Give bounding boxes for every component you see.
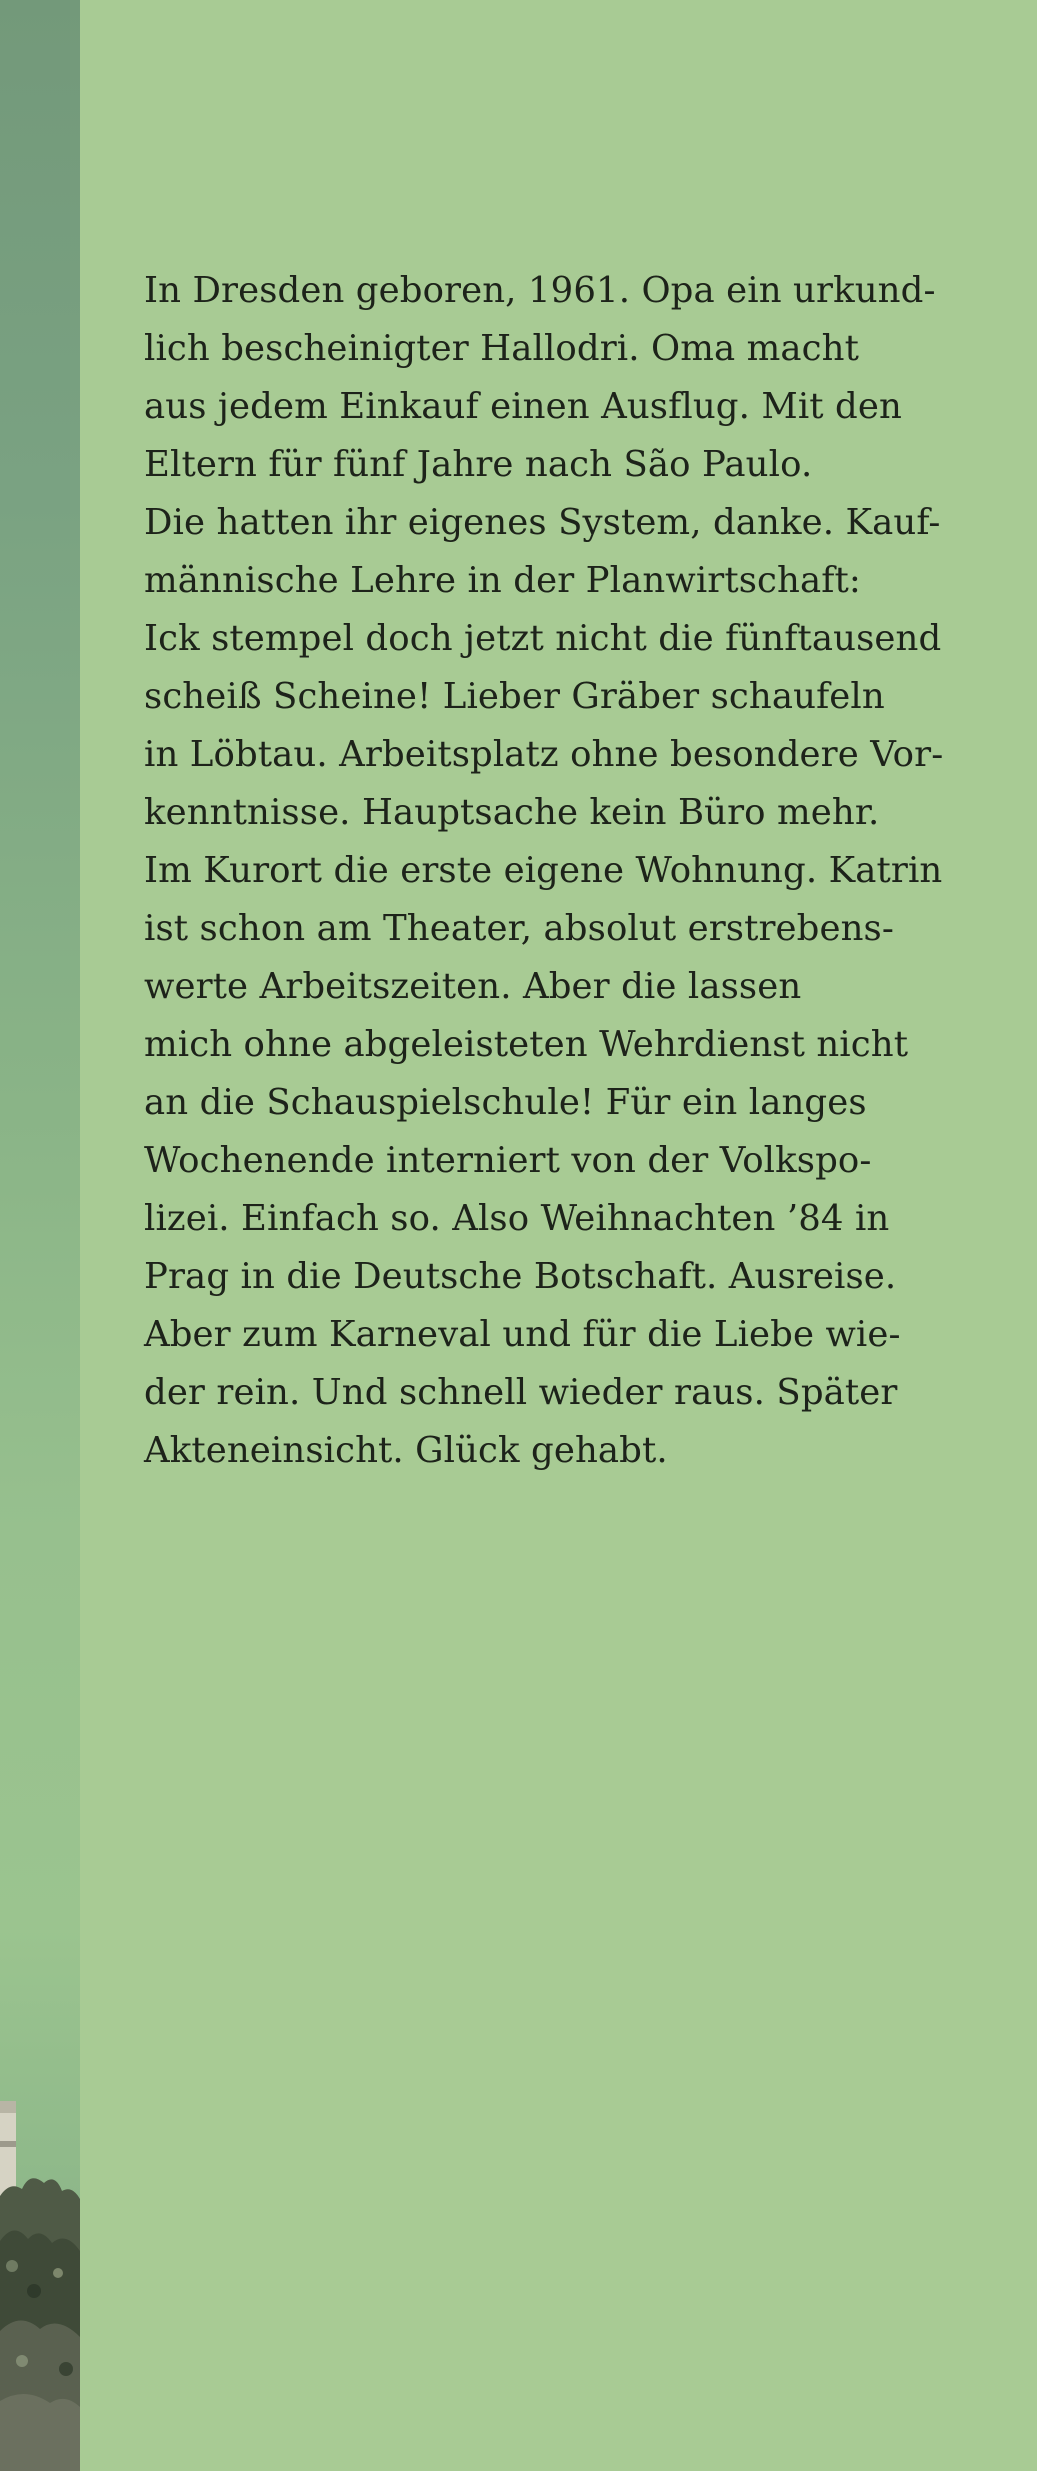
bio-line: In Dresden geboren, 1961. Opa ein urkund- xyxy=(144,270,936,311)
bio-line: der rein. Und schnell wieder raus. Später xyxy=(144,1372,898,1413)
bio-line: Wochenende interniert von der Volkspo- xyxy=(144,1140,872,1181)
cover-spine-strip xyxy=(0,0,80,2471)
bio-line: an die Schauspielschule! Für ein langes xyxy=(144,1082,867,1123)
bio-line: lizei. Einfach so. Also Weihnachten ’84 in xyxy=(144,1198,890,1239)
bio-line: Ick stempel doch jetzt nicht die fünftausend xyxy=(144,618,942,659)
bio-line: scheiß Scheine! Lieber Gräber schaufeln xyxy=(144,676,885,717)
author-biography xyxy=(144,262,944,1480)
bio-line: mich ohne abgeleisteten Wehrdienst nicht xyxy=(144,1024,909,1065)
bio-line: ist schon am Theater, absolut erstrebens- xyxy=(144,908,894,949)
bio-line: Die hatten ihr eigenes System, danke. Kauf- xyxy=(144,502,941,543)
cover-photo-fragment xyxy=(0,2101,80,2471)
bio-line: werte Arbeitszeiten. Aber die lassen xyxy=(144,966,802,1007)
bio-line: lich bescheinigter Hallodri. Oma macht xyxy=(144,328,859,369)
bio-line: in Löbtau. Arbeitsplatz ohne besondere Vor- xyxy=(144,734,944,775)
bio-line: Aber zum Karneval und für die Liebe wie- xyxy=(144,1314,901,1355)
bio-line: Eltern für fünf Jahre nach São Paulo. xyxy=(144,444,813,485)
bio-line: Im Kurort die erste eigene Wohnung. Katrin xyxy=(144,850,943,891)
bio-line: Prag in die Deutsche Botschaft. Ausreise. xyxy=(144,1256,897,1297)
bio-line: kenntnisse. Hauptsache kein Büro mehr. xyxy=(144,792,880,833)
bio-line: Akteneinsicht. Glück gehabt. xyxy=(144,1430,668,1471)
bio-line: männische Lehre in der Planwirtschaft: xyxy=(144,560,861,601)
bio-line: aus jedem Einkauf einen Ausflug. Mit den xyxy=(144,386,902,427)
